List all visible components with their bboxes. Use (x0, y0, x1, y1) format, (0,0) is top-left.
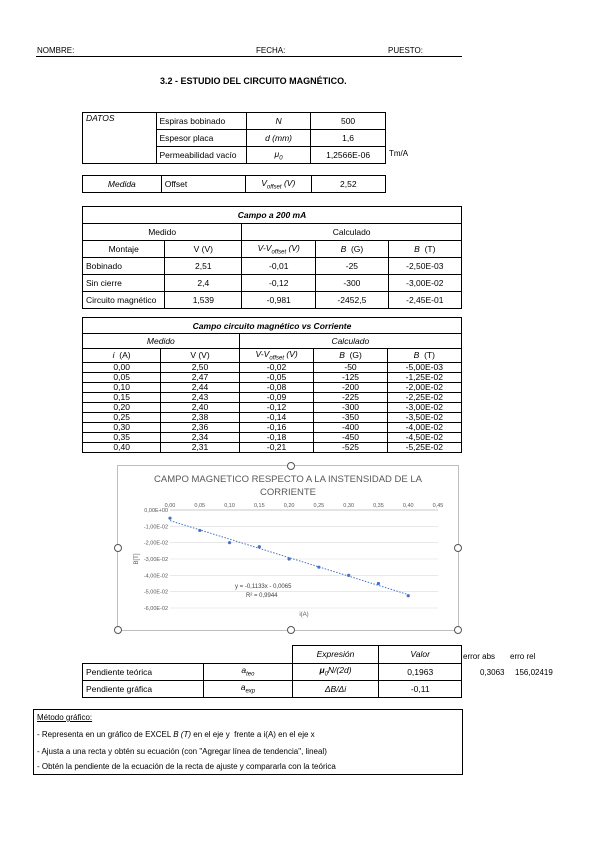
cell: -200 (314, 382, 387, 392)
table-row (83, 372, 462, 382)
table-row (83, 292, 462, 309)
metodo-item: - Representa en un gráfico de EXCEL B (T) en el eje y frente a i(A) en el eje x (37, 730, 315, 739)
cell: -0,01 (242, 258, 316, 275)
cell: 2,50 (161, 362, 239, 372)
y-tick-label: -4,00E-02 (143, 573, 168, 580)
cell: -0,14 (239, 412, 314, 422)
cell: -2,00E-02 (387, 382, 461, 392)
cell: -0,12 (242, 275, 316, 292)
campo200-header: B (T) (388, 241, 461, 258)
label-puesto: PUESTO: (388, 46, 423, 55)
x-tick-label: 0,05 (194, 503, 206, 509)
table-row (83, 258, 462, 275)
cell: 2,31 (161, 442, 239, 452)
x-tick-label: 0,35 (373, 503, 384, 509)
cell: Circuito magnético (83, 292, 165, 309)
cell: -5,25E-02 (387, 442, 461, 452)
datos-value: 1,2566E-06 (311, 147, 386, 164)
cell: -4,50E-02 (387, 432, 461, 442)
pendiente-col-valor: Valor (379, 646, 462, 664)
cell: 1,539 (165, 292, 242, 309)
offset-value: 2,52 (311, 176, 385, 193)
cell: -4,00E-02 (387, 422, 461, 432)
cell: 2,47 (161, 372, 239, 382)
data-point (288, 557, 291, 560)
cell: -0,21 (239, 442, 314, 452)
pendiente-expr: ΔB/Δi (292, 680, 379, 697)
offset-table (82, 175, 386, 193)
campo-corriente-medido: Medido (83, 334, 240, 349)
datos-label: DATOS (83, 113, 157, 164)
campo-corriente-header: V (V) (161, 349, 239, 363)
pendiente-expr: $\mu_0N/(2d)$ (292, 663, 379, 680)
x-tick-label: 0,20 (283, 503, 295, 509)
cell: -0,981 (242, 292, 316, 309)
cell: 0,15 (83, 392, 161, 402)
data-point (407, 594, 410, 597)
y-tick-label: -3,00E-02 (143, 557, 168, 563)
cell: -1,25E-02 (387, 372, 461, 382)
table-row (83, 432, 462, 442)
cell: -3,00E-02 (388, 275, 461, 292)
datos-symbol: d (mm) (246, 130, 310, 147)
y-tick-label: -5,00E-02 (143, 589, 168, 596)
chart-container[interactable] (117, 465, 459, 631)
chart-svg (118, 466, 458, 630)
table-row (83, 382, 462, 392)
cell: 0,40 (83, 442, 161, 452)
data-point (258, 545, 261, 548)
cell: -300 (316, 275, 388, 292)
cell: -25 (316, 258, 388, 275)
cell: -450 (314, 432, 387, 442)
campo200-medido: Medido (83, 224, 242, 241)
datos-table (82, 112, 386, 164)
x-tick-label: 0,25 (313, 503, 325, 509)
datos-symbol: N (246, 113, 310, 130)
datos-name: Espiras bobinado (156, 113, 246, 130)
campo-corriente-header: i (A) (83, 349, 161, 363)
label-fecha: FECHA: (256, 46, 286, 55)
campo200-header: $V-V_{offset}$ (V) (242, 241, 316, 258)
cell: 2,38 (161, 412, 239, 422)
datos-value: 500 (311, 113, 386, 130)
cell: -300 (314, 402, 387, 412)
error-rel-value: 156,02419 (515, 668, 553, 677)
cell: -2452,5 (316, 292, 388, 309)
x-tick-label: 0,40 (402, 503, 414, 509)
error-abs-label: error abs (463, 652, 496, 661)
pendiente-name: Pendiente gráfica (83, 680, 204, 697)
offset-label: Medida (83, 176, 162, 193)
page-title: 3.2 - ESTUDIO DEL CIRCUITO MAGNÉTICO. (160, 76, 347, 86)
cell: 2,44 (161, 382, 239, 392)
pendiente-value: -0,11 (379, 680, 462, 697)
table-row (83, 362, 462, 372)
cell: -0,05 (239, 372, 314, 382)
cell: -3,00E-02 (387, 402, 461, 412)
cell: -2,50E-03 (388, 258, 461, 275)
pendiente-table (82, 645, 462, 698)
chart-resize-handle-bottom-right[interactable] (454, 626, 462, 634)
cell: 0,05 (83, 372, 161, 382)
cell: 0,30 (83, 422, 161, 432)
table-row (83, 402, 462, 412)
campo200-title: Campo a 200 mA (83, 207, 462, 224)
cell: -0,12 (239, 402, 314, 412)
cell: -50 (314, 362, 387, 372)
metodo-title: Método gráfico: (37, 713, 93, 722)
datos-name: Espesor placa (156, 130, 246, 147)
trendline-r2: R² = 0,9944 (246, 593, 278, 599)
cell: 0,35 (83, 432, 161, 442)
cell: -400 (314, 422, 387, 432)
error-abs-value: 0,3063 (480, 668, 505, 677)
cell: -525 (314, 442, 387, 452)
cell: 2,51 (165, 258, 242, 275)
chart-resize-handle-top[interactable] (287, 462, 295, 470)
campo-corriente-header: B (G) (314, 349, 387, 363)
campo200-header: Montaje (83, 241, 165, 258)
pendiente-symbol: $a_{exp}$ (204, 680, 292, 697)
cell: -0,18 (239, 432, 314, 442)
cell: -225 (314, 392, 387, 402)
cell: -5,00E-03 (387, 362, 461, 372)
cell: Bobinado (83, 258, 165, 275)
metodo-item: - Obtén la pendiente de la ecuación de la recta de ajuste y compararla con la teórica (37, 762, 336, 771)
campo-corriente-header: B (T) (387, 349, 461, 363)
datos-unit: Tm/A (389, 149, 409, 158)
cell: 2,43 (161, 392, 239, 402)
header-line (36, 56, 462, 57)
cell: 0,20 (83, 402, 161, 412)
data-point (198, 529, 201, 532)
chart-title: CAMPO MAGNETICO RESPECTO A LA INSTENSIDAD DE LA (154, 474, 422, 485)
x-tick-label: 0,10 (224, 503, 235, 509)
cell: -0,08 (239, 382, 314, 392)
campo-corriente-table (82, 317, 462, 453)
campo200-calculado: Calculado (242, 224, 462, 241)
data-point (317, 566, 320, 569)
cell: 2,34 (161, 432, 239, 442)
x-tick-label: 0,15 (253, 503, 265, 509)
cell: -2,25E-02 (387, 392, 461, 402)
chart-resize-handle-left[interactable] (114, 544, 122, 552)
cell: 0,00 (83, 362, 161, 372)
label-nombre: NOMBRE: (37, 46, 75, 55)
pendiente-col-expr: Expresión (292, 646, 379, 664)
metodo-item: - Ajusta a una recta y obtén su ecuación (con "Agregar línea de tendencia", lineal) (37, 747, 327, 756)
table-row (83, 680, 462, 697)
cell: -0,09 (239, 392, 314, 402)
cell: -350 (314, 412, 387, 422)
offset-symbol: $V_{offset}$ (V) (245, 176, 311, 193)
datos-symbol: $\mu_0$ (246, 147, 310, 164)
data-point (377, 582, 380, 585)
cell: 2,36 (161, 422, 239, 432)
table-row (83, 422, 462, 432)
cell: 0,25 (83, 412, 161, 422)
campo-corriente-header: $V-V_{offset}$ (V) (239, 349, 314, 363)
error-rel-label: erro rel (510, 652, 536, 661)
pendiente-value: 0,1963 (379, 663, 462, 680)
datos-name: Permeabilidad vacío (156, 147, 246, 164)
trendline-equation: y = -0,1133x - 0,0065 (235, 584, 292, 590)
campo200-header: V (V) (165, 241, 242, 258)
y-axis-title: B[T] (134, 553, 140, 565)
data-point (228, 541, 231, 544)
chart-resize-handle-bottom-left[interactable] (114, 626, 122, 634)
y-tick-label: -1,00E-02 (143, 524, 168, 531)
data-point (168, 517, 171, 520)
chart-resize-handle-bottom[interactable] (287, 626, 295, 634)
pendiente-symbol: $a_{teo}$ (204, 663, 292, 680)
offset-name: Offset (161, 176, 245, 193)
chart-title: CORRIENTE (260, 487, 316, 498)
table-row (83, 392, 462, 402)
cell: -0,16 (239, 422, 314, 432)
data-point (347, 574, 350, 577)
campo200-header: B (G) (316, 241, 388, 258)
campo200-table (82, 206, 462, 309)
cell: -125 (314, 372, 387, 382)
cell: Sin cierre (83, 275, 165, 292)
cell: 0,10 (83, 382, 161, 392)
y-tick-label: 0,00E+00 (144, 508, 168, 514)
y-tick-label: -6,00E-02 (143, 606, 168, 612)
x-tick-label: 0,30 (343, 503, 355, 509)
table-row (83, 412, 462, 422)
chart-resize-handle-right[interactable] (454, 544, 462, 552)
datos-value: 1,6 (311, 130, 386, 147)
table-row (83, 663, 462, 680)
metodo-box (33, 709, 463, 775)
x-tick-label: 0,45 (432, 503, 444, 509)
cell: -0,02 (239, 362, 314, 372)
cell: -2,45E-01 (388, 292, 461, 309)
campo-corriente-title: Campo circuito magnético vs Corriente (83, 318, 462, 334)
x-axis-title: i(A) (299, 612, 309, 618)
cell: 2,40 (161, 402, 239, 412)
x-tick-label: 0,00 (164, 503, 176, 509)
cell: 2,4 (165, 275, 242, 292)
y-tick-label: -2,00E-02 (143, 540, 168, 547)
table-row (83, 442, 462, 452)
pendiente-name: Pendiente teórica (83, 663, 204, 680)
table-row (83, 275, 462, 292)
campo-corriente-calculado: Calculado (239, 334, 461, 349)
cell: -3,50E-02 (387, 412, 461, 422)
